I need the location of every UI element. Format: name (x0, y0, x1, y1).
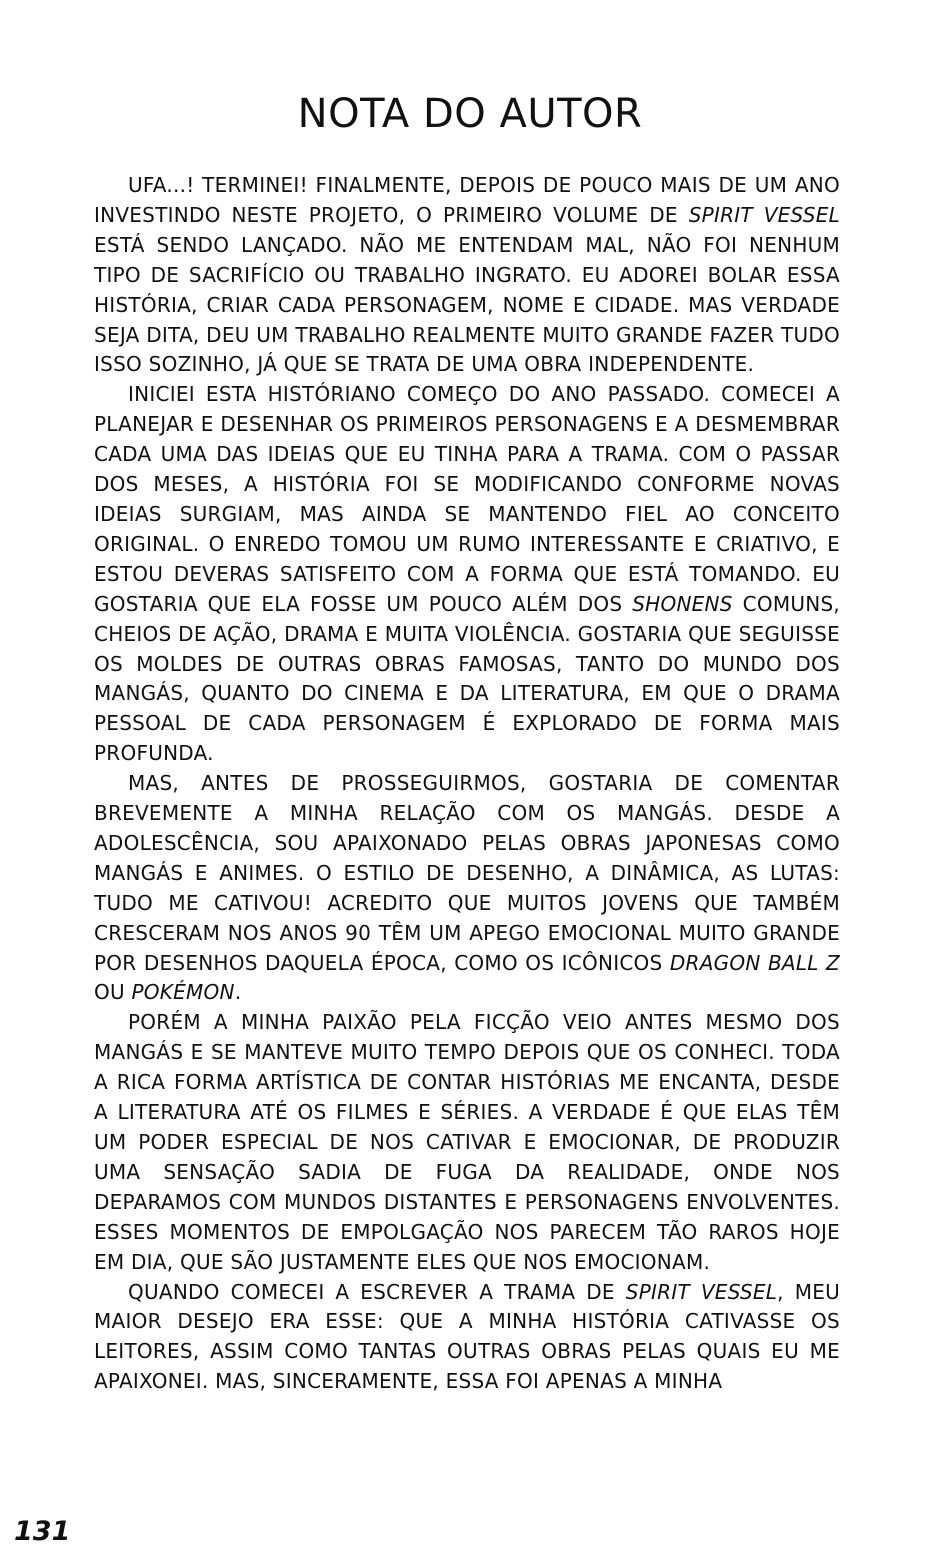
page-title: NOTA DO AUTOR (297, 91, 643, 137)
italic-title-run: POKÉMON (131, 980, 235, 1005)
text-run: PORÉM A MINHA PAIXÃO PELA FICÇÃO VEIO ANTES MESMO DOS MANGÁS E SE MANTEVE MUITO TEMPO DEPOIS QUE OS CONHECI. TODA A RICA FORMA ARTÍSTICA DE CONTAR HISTÓRIAS ME ENCANTA, DESDE A LITERATURA ATÉ OS FILMES E SÉRIES. A VERDADE É QUE ELAS TÊM UM PODER ESPECIAL DE NOS CATIVAR E EMOCIONAR, DE PRODUZIR UMA SENSAÇÃO SADIA DE FUGA DA REALIDADE, ONDE NOS DEPARAMOS COM MUNDOS DISTANTES E PERSONAGENS ENVOLVENTES. ESSES MOMENTOS DE EMPOLGAÇÃO NOS PARECEM TÃO RAROS HOJE EM DIA, QUE SÃO JUSTAMENTE ELES QUE NOS EMOCIONAM. (94, 1010, 840, 1274)
text-run: MAS, ANTES DE PROSSEGUIRMOS, GOSTARIA DE COMENTAR BREVEMENTE A MINHA RELAÇÃO COM OS MANGÁS. DESDE A ADOLESCÊNCIA, SOU APAIXONADO PELAS OBRAS JAPONESAS COMO MANGÁS E ANIMES. O ESTILO DE DESENHO, A DINÂMICA, AS LUTAS: TUDO ME CATIVOU! ACREDITO QUE MUITOS JOVENS QUE TAMBÉM CRESCERAM NOS ANOS 90 TÊM UM APEGO EMOCIONAL MUITO GRANDE POR DESENHOS DAQUELA ÉPOCA, COMO OS ICÔNICOS (94, 771, 840, 975)
text-run: QUANDO COMECEI A ESCREVER A TRAMA DE (128, 1279, 626, 1304)
italic-title-run: SPIRIT VESSEL (688, 202, 840, 227)
text-run: COMUNS, CHEIOS DE AÇÃO, DRAMA E MUITA VIOLÊNCIA. GOSTARIA QUE SEGUISSE OS MOLDES DE OUTRAS OBRAS FAMOSAS, TANTO DO MUNDO DOS MANGÁS, QUANTO DO CINEMA E DA LITERATURA, EM QUE O DRAMA PESSOAL DE CADA PERSONAGEM É EXPLORADO DE FORMA MAIS PROFUNDA. (94, 591, 840, 766)
paragraph-3 (94, 769, 840, 1008)
text-run: UFA...! TERMINEI! FINALMENTE, DEPOIS DE POUCO MAIS DE UM ANO INVESTINDO NESTE PROJETO, O PRIMEIRO VOLUME DE (94, 173, 840, 227)
text-run: INICIEI ESTA HISTÓRIANO COMEÇO DO ANO PASSADO. COMECEI A PLANEJAR E DESENHAR OS PRIMEIROS PERSONAGENS E A DESMEMBRAR CADA UMA DAS IDEIAS QUE EU TINHA PARA A TRAMA. COM O PASSAR DOS MESES, A HISTÓRIA FOI SE MODIFICANDO CONFORME NOVAS IDEIAS SURGIAM, MAS AINDA SE MANTENDO FIEL AO CONCEITO ORIGINAL. O ENREDO TOMOU UM RUMO INTERESSANTE E CRIATIVO, E ESTOU DEVERAS SATISFEITO COM A FORMA QUE ESTÁ TOMANDO. EU GOSTARIA QUE ELA FOSSE UM POUCO ALÉM DOS (94, 382, 840, 616)
italic-title-run: SHONENS (632, 591, 733, 616)
page-number: 131 (14, 1516, 71, 1547)
text-run: , MEU MAIOR DESEJO ERA ESSE: QUE A MINHA HISTÓRIA CATIVASSE OS LEITORES, ASSIM COMO TANTAS OUTRAS OBRAS PELAS QUAIS EU ME APAIXONEI. MAS, SINCERAMENTE, ESSA FOI APENAS A MINHA (94, 1279, 840, 1394)
text-run: OU (94, 980, 132, 1005)
text-run: . (234, 980, 242, 1005)
paragraph-1 (94, 171, 840, 380)
paragraph-5 (94, 1278, 840, 1398)
body-text (94, 171, 840, 1397)
paragraph-4 (94, 1008, 840, 1277)
paragraph-2 (94, 380, 840, 769)
text-run: ESTÁ SENDO LANÇADO. NÃO ME ENTENDAM MAL, NÃO FOI NENHUM TIPO DE SACRIFÍCIO OU TRABALHO INGRATO. EU ADOREI BOLAR ESSA HISTÓRIA, CRIAR CADA PERSONAGEM, NOME E CIDADE. MAS VERDADE SEJA DITA, DEU UM TRABALHO REALMENTE MUITO GRANDE FAZER TUDO ISSO SOZINHO, JÁ QUE SE TRATA DE UMA OBRA INDEPENDENTE. (94, 232, 840, 377)
italic-title-run: SPIRIT VESSEL (625, 1279, 778, 1304)
italic-title-run: DRAGON BALL Z (669, 950, 840, 975)
